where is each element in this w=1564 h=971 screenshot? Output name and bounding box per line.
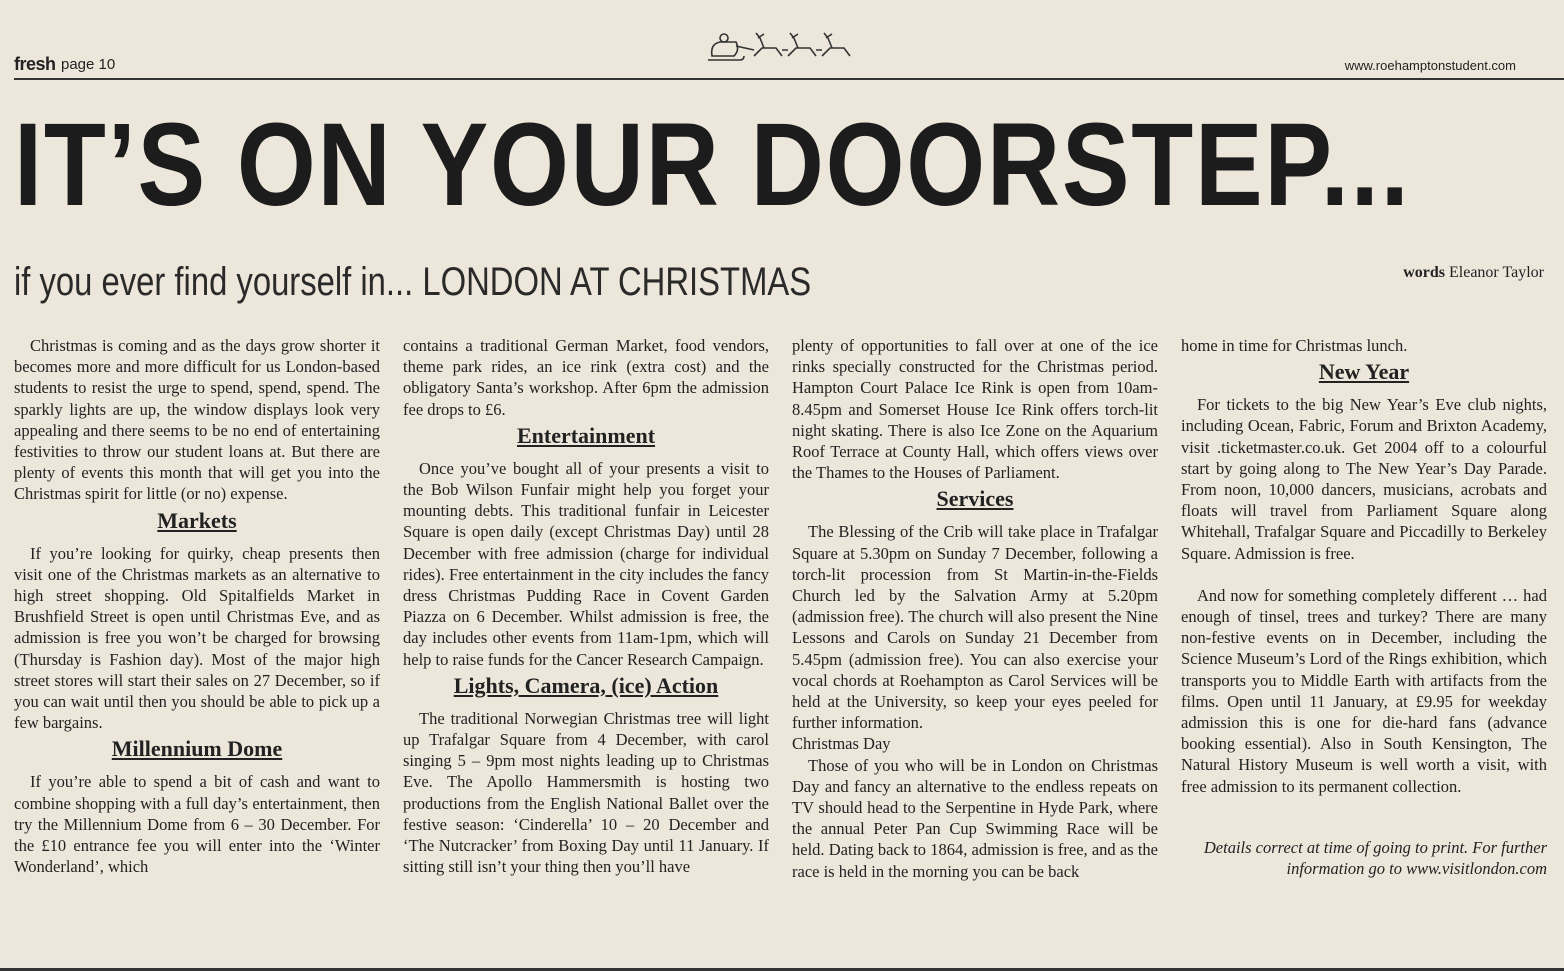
entertainment-heading: Entertainment — [516, 422, 656, 448]
column-2 — [403, 335, 769, 877]
column-4 — [1181, 335, 1547, 879]
brand-logo: fresh — [14, 54, 56, 74]
christmas-day-paragraph: Those of you who will be in London on Christmas Day and fancy an alternative to the endless repeats on TV should head to the Serpentine in Hyde Park, where the annual Peter Pan Cup Swimming Race will be held. Dating back to 1864, admission is free, and as the race is held in the morning you can be back — [792, 755, 1158, 881]
services-heading: Services — [936, 486, 1014, 512]
lights-paragraph: The traditional Norwegian Christmas tree will light up Trafalgar Square from 4 December, with carol singing 5 – 9pm most nights leading up to Christmas Eve. The Apollo Hammersmith is hosting two productions from the English National Ballet over the festive season: ‘Cinderella’ 10 – 20 December and ‘The Nutcracker’ from Boxing Day until 11 January. If sitting still isn’t your thing then you’ll have — [403, 708, 769, 877]
page-number: page 10 — [61, 56, 116, 73]
services-paragraph: The Blessing of the Crib will take place in Trafalgar Square at 5.30pm on Sunday 7 December, following a torch-lit procession from St Martin-in-the-Fields Church led by the Salvation Army at 5.20pm (admission free). The church will also present the Nine Lessons and Carols on Sunday 21 December from 5.45pm (admission free). You can also exercise your vocal chords at Roehampton as Carol Services will be held at the University, so keep your eyes peeled for further information. — [792, 522, 1158, 733]
byline-label: words — [1403, 264, 1445, 281]
byline-author: Eleanor Taylor — [1449, 264, 1544, 281]
new-year-paragraph: For tickets to the big New Year’s Eve club nights, including Ocean, Fabric, Forum and Brixton Academy, visit .ticketmaster.co.uk. Get 2004 off to a colourful start by going along to The New Year’s Day Parade. From noon, 10,000 dancers, musicians, acrobats and floats will travel from Parliament Square along Whitehall, Trafalgar Square and Piccadilly to Berkeley Square. Admission is free. — [1181, 395, 1547, 563]
christmas-day-paragraph-continued: home in time for Christmas lunch. — [1181, 336, 1408, 355]
christmas-day-label: Christmas Day — [792, 734, 891, 754]
reindeer-sleigh-icon — [704, 30, 864, 64]
millennium-dome-heading: Millennium Dome — [111, 736, 283, 762]
header-divider — [14, 78, 1564, 80]
millennium-dome-paragraph-continued: contains a traditional German Market, food vendors, theme park rides, an ice rink (extra cost) and the obligatory Santa’s workshop. After 6pm the admission fee drops to £6. — [403, 336, 769, 419]
entertainment-paragraph: Once you’ve bought all of your presents a visit to the Bob Wilson Funfair might help you forget your mounting debts. This traditional funfair in Leicester Square is open daily (except Christmas Day) until 28 December with free admission (charge for individual rides). Free entertainment in the city includes the fancy dress Christmas Pudding Race in Covent Garden Piazza on 6 December. Whilst admission is free, the day includes other events from 11am-1pm, which will help to raise funds for the Cancer Research Campaign. — [403, 458, 769, 669]
headline: IT’S ON YOUR DOORSTEP... — [14, 99, 1411, 231]
markets-paragraph: If you’re looking for quirky, cheap presents then visit one of the Christmas markets as an alternative to high street shopping. Old Spitalfields Market in Brushfield Street is open until Christmas Eve, and as admission is free you won’t be charged for browsing (Thursday is Fashion day). Most of the major high street stores will start their sales on 27 December, so if you can wait until then you should be able to pick up a few bargains. — [14, 543, 380, 733]
new-year-heading: New Year — [1318, 359, 1410, 385]
millennium-dome-paragraph: If you’re able to spend a bit of cash and want to combine shopping with a full day’s entertainment, then try the Millennium Dome from 6 – 30 December. For the £10 entrance fee you will enter into the ‘Winter Wonderland’, which — [14, 772, 380, 877]
subheadline: if you ever find yourself in... LONDON AT CHRISTMAS — [14, 260, 812, 304]
lights-camera-action-heading: Lights, Camera, (ice) Action — [453, 672, 719, 698]
intro-paragraph: Christmas is coming and as the days grow shorter it becomes more and more difficult for us London-based students to resist the urge to spend, spend, spend. The sparkly lights are up, the window displays look very appealing and there seems to be no end of entertaining festivities to throw our student loans at. But there are plenty of events this month that will get you into the Christmas spirit for little (or no) expense. — [14, 336, 380, 504]
byline — [1403, 264, 1544, 282]
lights-paragraph-continued: plenty of opportunities to fall over at one of the ice rinks specially constructed for the Christmas period. Hampton Court Palace Ice Rink is open from 10am-8.45pm and Somerset House Ice Rink offers torch-lit night skating. There is also Ice Zone on the Aquarium Roof Terrace at County Hall, which offers views over the Thames to the Houses of Parliament. — [792, 336, 1158, 483]
markets-heading: Markets — [157, 507, 237, 533]
something-different-paragraph: And now for something completely different … had enough of tinsel, trees and turkey? There are many non-festive events on in December, including the Science Museum’s Lord of the Rings exhibition, which transports you to Middle Earth with artifacts from the films. Open until 11 January, at £9.95 for weekday admission this is one for die-hard fans (advance booking essential). Also in South Kensington, The Natural History Museum is well worth a visit, with free admission to its permanent collection. — [1181, 585, 1547, 796]
column-3 — [792, 335, 1158, 882]
page-header — [14, 48, 1550, 78]
column-1 — [14, 335, 380, 877]
website-url: www.roehamptonstudent.com — [1344, 58, 1516, 73]
footnote: Details correct at time of going to print. For further information go to www.visitlondon.com — [1203, 837, 1547, 879]
